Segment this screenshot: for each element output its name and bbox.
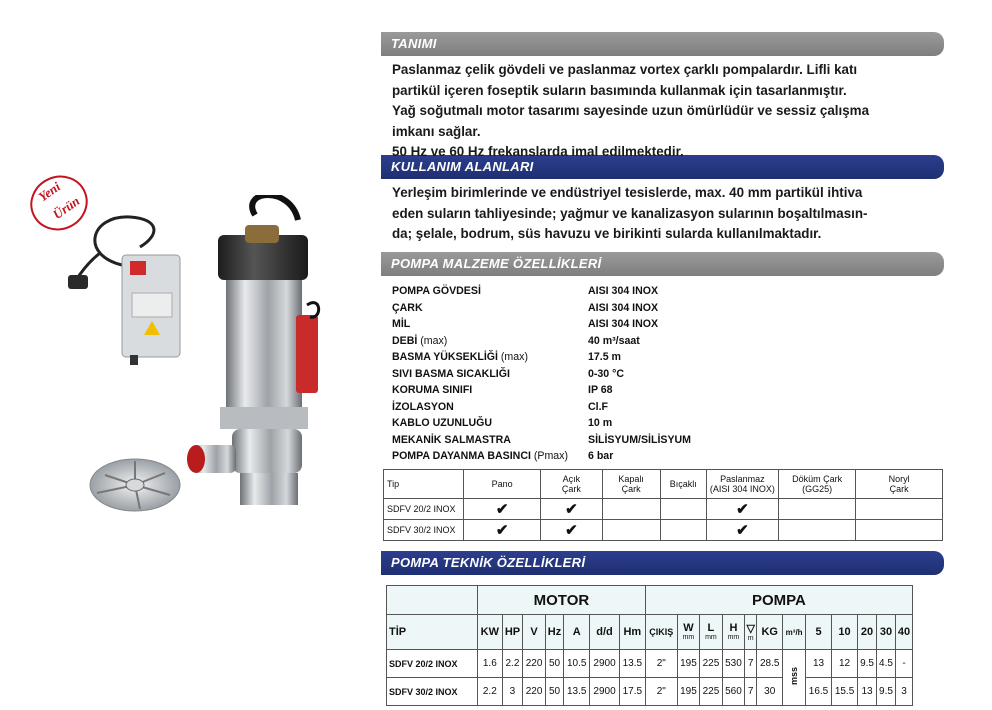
feature-header: Tip — [384, 470, 464, 499]
tech-motor-value: 2.2 — [502, 650, 523, 678]
tech-dimension: 195 — [677, 678, 700, 706]
col-kg: KG — [757, 615, 783, 650]
mss-unit — [783, 650, 806, 706]
level-unit: m — [747, 634, 754, 642]
col-tip: TİP — [387, 615, 478, 650]
tech-tip: SDFV 20/2 INOX — [387, 650, 478, 678]
tech-dimension: 225 — [700, 650, 723, 678]
tech-cikis: 2" — [645, 678, 677, 706]
tech-flow: 13 — [806, 650, 832, 678]
feature-row — [384, 499, 943, 520]
col-cikis: ÇIKIŞ — [645, 615, 677, 650]
dimension-label: H — [729, 622, 738, 634]
tech-kg: 30 — [757, 678, 783, 706]
tech-flow: - — [895, 650, 912, 678]
check-icon: ✔ — [495, 501, 509, 518]
tech-flow: 15.5 — [832, 678, 858, 706]
dimension-label: W — [683, 622, 694, 634]
section-tanimi: TANIMI — [381, 32, 944, 56]
feature-header: Açık Çark — [541, 470, 603, 499]
check-icon: ✔ — [565, 501, 578, 518]
col-dimension — [722, 615, 745, 650]
tech-flow: 3 — [895, 678, 912, 706]
tech-flow: 12 — [832, 650, 858, 678]
tanimi-line: Paslanmaz çelik gövdeli ve paslanmaz vortex çarklı pompalardır. Lifli katı — [392, 62, 858, 77]
spec-key: KABLO UZUNLUĞU — [392, 417, 493, 429]
feature-cell — [602, 520, 660, 541]
spec-key-qualifier: (Pmax) — [530, 450, 568, 462]
spec-key: SIVI BASMA SICAKLIĞI — [392, 367, 510, 380]
spec-key-qualifier: (max) — [417, 334, 448, 347]
col-motor: Hz — [545, 615, 563, 650]
tech-tip: SDFV 30/2 INOX — [387, 678, 478, 706]
kullanim-line: eden suların tahliyesinde; yağmur ve kanalizasyon sularının boşaltılmasın- — [392, 205, 868, 221]
spec-value: 0-30 °C — [588, 367, 625, 380]
tech-motor-value: 13.5 — [564, 678, 590, 706]
spec-key: POMPA GÖVDESİ — [392, 285, 481, 297]
feature-header-row — [384, 470, 943, 499]
section-teknik: POMPA TEKNİK ÖZELLİKLERİ — [381, 551, 944, 575]
feature-cell — [778, 520, 855, 541]
feature-cell — [602, 499, 660, 520]
feature-cell — [778, 499, 855, 520]
dimension-unit: mm — [682, 634, 695, 641]
kullanim-line: da; şelale, bodrum, süs havuzu ve birikinti sularda kullanılmaktadır. — [392, 226, 822, 241]
feature-cell — [706, 520, 778, 541]
dimension-unit: mm — [705, 634, 717, 641]
tech-motor-value: 50 — [545, 678, 563, 706]
tech-level: 7 — [745, 678, 757, 706]
tech-dimension: 530 — [722, 650, 745, 678]
kullanim-text — [392, 183, 952, 245]
tech-cikis: 2" — [645, 650, 677, 678]
dimension-unit: mm — [727, 634, 740, 641]
check-icon: ✔ — [565, 522, 578, 539]
tech-motor-value: 50 — [545, 650, 563, 678]
spec-value: AISI 304 INOX — [588, 301, 659, 314]
col-motor: KW — [478, 615, 503, 650]
badge-line1: Yeni — [35, 178, 64, 205]
spec-value: SİLİSYUM/SİLİSYUM — [588, 433, 692, 446]
tech-flow: 16.5 — [806, 678, 832, 706]
motor-header: MOTOR — [478, 586, 646, 615]
feature-row — [384, 520, 943, 541]
feature-tip: SDFV 20/2 INOX — [384, 499, 464, 520]
feature-cell — [706, 499, 778, 520]
tech-motor-value: 2900 — [590, 650, 620, 678]
mss-label: mss — [789, 666, 800, 685]
feature-header: Pano — [464, 470, 541, 499]
tech-motor-value: 220 — [523, 650, 546, 678]
level-triangle-icon: ▽ — [746, 622, 755, 635]
kullanim-line: Yerleşim birimlerinde ve endüstriyel tesislerde, max. 40 mm partikül ihtiva — [392, 185, 863, 200]
tech-dimension: 225 — [700, 678, 723, 706]
pump-icon — [187, 195, 319, 505]
feature-cell — [660, 499, 706, 520]
col-flow-unit: m³/h — [783, 615, 806, 650]
spec-key: BASMA YÜKSEKLİĞİ (max) — [392, 351, 528, 363]
pompa-header: POMPA — [645, 586, 912, 615]
col-dimension — [677, 615, 700, 650]
col-flow: 30 — [877, 615, 896, 650]
tanimi-line: partikül içeren foseptik suların basımında kullanmak için tasarlanmıştır. — [392, 82, 847, 98]
feature-header: Noryl Çark — [856, 470, 943, 499]
feature-header: Paslanmaz (AISI 304 INOX) — [706, 470, 778, 499]
tech-motor-value: 1.6 — [478, 650, 503, 678]
col-motor: A — [564, 615, 590, 650]
spec-key: POMPA DAYANMA BASINCI (Pmax) — [392, 450, 568, 462]
col-motor: HP — [502, 615, 523, 650]
technical-table — [386, 585, 913, 706]
tech-motor-value: 220 — [523, 678, 546, 706]
tech-row — [387, 678, 913, 706]
tanimi-line: 50 Hz ve 60 Hz frekanslarda imal edilmektedir. — [392, 144, 684, 159]
tanimi-line: Yağ soğutmalı motor tasarımı sayesinde uzun ömürlüdür ve sessiz çalışma — [392, 103, 870, 118]
tech-motor-value: 2900 — [590, 678, 620, 706]
feature-cell — [541, 520, 603, 541]
tech-dimension: 560 — [722, 678, 745, 706]
feature-cell — [464, 499, 541, 520]
spec-value: 10 m — [588, 417, 613, 429]
tech-column-row — [387, 615, 913, 650]
feature-cell — [856, 499, 943, 520]
tech-dimension: 195 — [677, 650, 700, 678]
control-panel-icon — [68, 217, 180, 365]
spec-key: MİL — [392, 318, 411, 330]
spec-value: IP 68 — [588, 384, 613, 396]
tech-corner — [387, 586, 478, 615]
feature-cell — [856, 520, 943, 541]
spec-key: DEBİ (max) — [392, 334, 448, 347]
tanimi-line: imkanı sağlar. — [392, 123, 481, 139]
feature-header: Bıçaklı — [660, 470, 706, 499]
dimension-label: L — [707, 622, 715, 634]
tech-motor-value: 10.5 — [564, 650, 590, 678]
col-flow: 5 — [806, 615, 832, 650]
tech-row — [387, 650, 913, 678]
tech-flow: 13 — [858, 678, 877, 706]
feature-cell — [660, 520, 706, 541]
spec-value: 17.5 m — [588, 351, 621, 363]
col-flow: 20 — [858, 615, 877, 650]
spec-key: MEKANİK SALMASTRA — [392, 433, 511, 446]
spec-value: Cl.F — [588, 400, 609, 413]
spec-key-qualifier: (max) — [497, 351, 528, 363]
feature-header: Döküm Çark (GG25) — [778, 470, 855, 499]
tech-motor-value: 2.2 — [478, 678, 503, 706]
tech-motor-value: 13.5 — [619, 650, 645, 678]
section-malzeme: POMPA MALZEME ÖZELLİKLERİ — [381, 252, 944, 276]
badge-line2: Ürün — [50, 193, 83, 223]
col-motor: V — [523, 615, 546, 650]
check-icon: ✔ — [736, 522, 749, 539]
tech-flow: 4.5 — [877, 650, 896, 678]
feature-table — [383, 469, 943, 541]
spec-value: 40 m³/saat — [588, 334, 640, 347]
tech-motor-value: 3 — [502, 678, 523, 706]
feature-cell — [541, 499, 603, 520]
spec-value: 6 bar — [588, 450, 614, 462]
spec-value: AISI 304 INOX — [588, 285, 659, 297]
feature-cell — [464, 520, 541, 541]
tech-group-row — [387, 586, 913, 615]
feature-header: Kapalı Çark — [602, 470, 660, 499]
spec-key: ÇARK — [392, 301, 423, 314]
check-icon: ✔ — [736, 501, 749, 518]
product-image — [60, 195, 380, 535]
tech-flow: 9.5 — [877, 678, 896, 706]
tech-flow: 9.5 — [858, 650, 877, 678]
spec-value: AISI 304 INOX — [588, 318, 659, 330]
col-level — [745, 615, 757, 650]
impeller-icon — [90, 459, 180, 511]
col-flow: 40 — [895, 615, 912, 650]
tanimi-text — [392, 60, 952, 163]
tech-motor-value: 17.5 — [619, 678, 645, 706]
feature-tip: SDFV 30/2 INOX — [384, 520, 464, 541]
tech-level: 7 — [745, 650, 757, 678]
tech-kg: 28.5 — [757, 650, 783, 678]
spec-key: İZOLASYON — [392, 400, 454, 413]
col-motor: d/d — [590, 615, 620, 650]
col-motor: Hm — [619, 615, 645, 650]
check-icon: ✔ — [495, 522, 509, 539]
spec-key: KORUMA SINIFI — [392, 384, 473, 396]
section-kullanim: KULLANIM ALANLARI — [381, 155, 944, 179]
col-dimension — [700, 615, 723, 650]
col-flow: 10 — [832, 615, 858, 650]
